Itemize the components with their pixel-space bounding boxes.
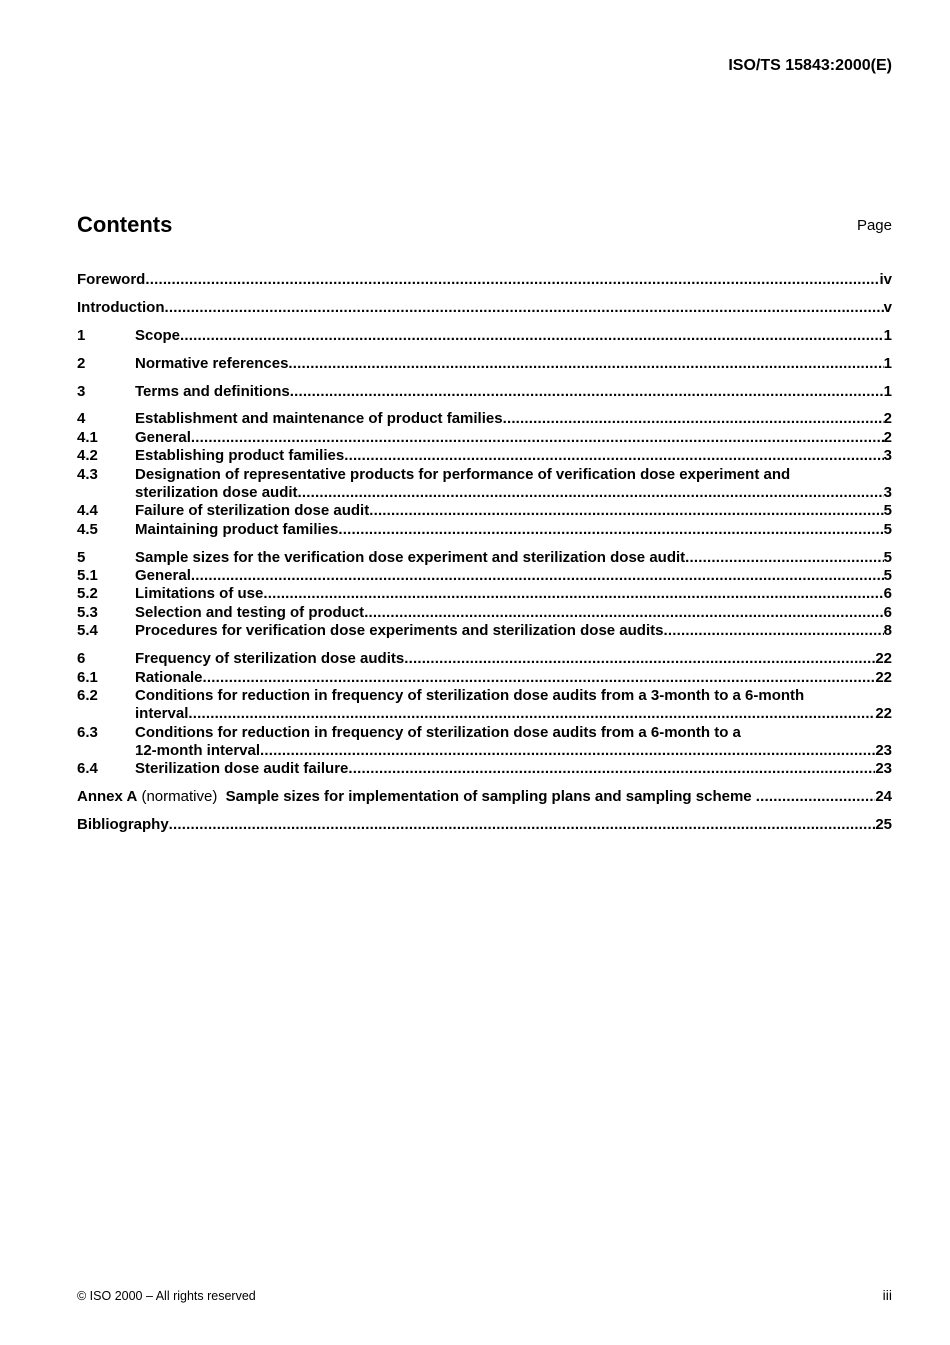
toc-entry[interactable] <box>77 622 892 640</box>
toc-dot-leader <box>404 650 875 668</box>
toc-entry-title: Sample sizes for the verification dose experiment and sterilization dose audit <box>135 548 686 566</box>
toc-entry[interactable] <box>77 604 892 622</box>
toc-entry-number: 6.4 <box>77 760 98 778</box>
toc-dot-leader <box>348 760 875 778</box>
toc-entry-line <box>77 567 892 585</box>
toc-dot-leader <box>290 383 884 401</box>
toc-entry-title: Designation of representative products for performance of verification dose experiment and <box>135 465 791 483</box>
toc-entry-line <box>77 604 892 622</box>
toc-dot-leader <box>663 622 883 640</box>
toc-entry[interactable] <box>77 410 892 428</box>
toc-entry[interactable] <box>77 724 892 761</box>
toc-entry-line <box>77 724 892 742</box>
toc-page-number: 23 <box>875 760 892 778</box>
toc-dot-leader <box>203 669 876 687</box>
toc-entry-title: Introduction <box>77 298 165 316</box>
toc-dot-leader <box>260 742 875 760</box>
annex-type: (normative) <box>137 788 218 806</box>
toc-dot-leader <box>364 604 883 622</box>
toc-entry[interactable] <box>77 669 892 687</box>
toc-entry-line <box>77 271 892 289</box>
toc-entry-line <box>77 355 892 373</box>
toc-entry-title: Terms and definitions <box>135 382 290 400</box>
toc-dot-leader <box>344 447 883 465</box>
toc-entry-line <box>77 816 892 834</box>
toc-entry[interactable] <box>77 466 892 503</box>
toc-page-number: 22 <box>875 650 892 668</box>
toc-entry-number: 4.4 <box>77 502 98 520</box>
contents-heading-row <box>77 210 892 238</box>
toc-entry-title: General <box>135 428 191 446</box>
toc-dot-leader <box>503 410 884 428</box>
toc-entry-number: 6.2 <box>77 686 98 704</box>
toc-dot-leader <box>164 299 883 317</box>
toc-entry-line <box>77 484 892 502</box>
toc-page-number: 3 <box>883 447 892 465</box>
toc-entry[interactable] <box>77 355 892 373</box>
toc-entry[interactable] <box>77 521 892 539</box>
toc-entry-line <box>77 742 892 760</box>
toc-entry-title: Maintaining product families <box>135 520 339 538</box>
toc-entry-line <box>77 705 892 723</box>
toc-page-number: 5 <box>883 567 892 585</box>
toc-entry-number: 6.1 <box>77 668 98 686</box>
toc-entry-title: Sterilization dose audit failure <box>135 760 349 778</box>
toc-entry[interactable] <box>77 567 892 585</box>
toc-entry-title: Establishing product families <box>135 447 345 465</box>
toc-entry-line <box>77 429 892 447</box>
copyright-notice: © ISO 2000 – All rights reserved <box>77 1289 256 1303</box>
toc-entry[interactable] <box>77 299 892 317</box>
toc-entry-title: Normative references <box>135 354 289 372</box>
toc-entry-number: 1 <box>77 326 86 344</box>
toc-entry-line <box>77 521 892 539</box>
toc-entry-title: Establishment and maintenance of product families <box>135 410 503 428</box>
toc-dot-leader <box>180 327 884 345</box>
page-title: Contents <box>77 212 173 237</box>
toc-dot-leader <box>298 484 884 502</box>
toc-page-number: 2 <box>883 428 892 446</box>
toc-spacer <box>77 345 892 355</box>
toc-entry-title: Conditions for reduction in frequency of sterilization dose audits from a 6-month to a <box>135 723 741 741</box>
page-column-label: Page <box>856 217 892 234</box>
toc-page-number: 8 <box>883 622 892 640</box>
toc-spacer <box>77 289 892 299</box>
toc-dot-leader <box>169 816 876 834</box>
document-id: ISO/TS 15843:2000(E) <box>728 57 892 74</box>
toc-dot-leader <box>685 549 884 567</box>
toc-spacer <box>77 401 892 411</box>
toc-entry-line <box>77 687 892 705</box>
toc-page-number: 23 <box>875 742 892 760</box>
toc-page-number: 5 <box>883 548 892 566</box>
toc-entry[interactable] <box>77 760 892 778</box>
toc-page-number: iv <box>879 271 892 288</box>
toc-entry-line <box>77 410 892 428</box>
toc-entry[interactable] <box>77 687 892 724</box>
toc-entry-title <box>77 788 756 806</box>
toc-spacer <box>77 807 892 817</box>
toc-entry[interactable] <box>77 549 892 567</box>
toc-dot-leader <box>263 585 883 603</box>
toc-entry[interactable] <box>77 502 892 520</box>
toc-entry-number: 5.2 <box>77 585 98 603</box>
toc-spacer <box>77 373 892 383</box>
toc-entry-title: Procedures for verification dose experiments and sterilization dose audits <box>135 622 664 640</box>
toc-dot-leader <box>188 705 875 723</box>
toc-dot-leader <box>756 788 876 806</box>
annex-label: Annex A <box>77 788 138 806</box>
toc-entry-line <box>77 383 892 401</box>
toc-entry-title: Frequency of sterilization dose audits <box>135 650 405 668</box>
toc-entry-line <box>77 327 892 345</box>
toc-entry-title: Conditions for reduction in frequency of sterilization dose audits from a 3-month to a 6-month <box>135 686 805 704</box>
toc-entry-number: 4.5 <box>77 520 98 538</box>
toc-page-number: 22 <box>875 668 892 686</box>
toc-entry-number: 2 <box>77 354 86 372</box>
table-of-contents <box>77 271 892 835</box>
toc-entry[interactable] <box>77 788 892 806</box>
toc-entry[interactable] <box>77 447 892 465</box>
toc-entry[interactable] <box>77 327 892 345</box>
toc-entry-number: 4.2 <box>77 447 98 465</box>
toc-page-number: 1 <box>883 382 892 400</box>
toc-entry[interactable] <box>77 429 892 447</box>
toc-entry-title: sterilization dose audit <box>135 484 298 502</box>
toc-entry[interactable] <box>77 816 892 834</box>
toc-entry-line <box>77 299 892 317</box>
toc-entry-title: Limitations of use <box>135 585 264 603</box>
toc-page-number: 6 <box>883 603 892 621</box>
toc-entry-title: General <box>135 567 191 585</box>
toc-dot-leader <box>338 521 883 539</box>
toc-spacer <box>77 317 892 327</box>
toc-entry-title: Failure of sterilization dose audit <box>135 502 370 520</box>
toc-entry-title: Bibliography <box>77 816 169 834</box>
toc-entry-number: 4 <box>77 410 86 428</box>
toc-page-number: 1 <box>883 326 892 344</box>
toc-page-number: v <box>883 298 892 316</box>
toc-spacer <box>77 641 892 651</box>
toc-spacer <box>77 539 892 549</box>
toc-page-number: 22 <box>875 705 892 723</box>
toc-entry-line <box>77 788 892 806</box>
page-number: iii <box>882 1287 892 1303</box>
toc-entry-title: Foreword <box>77 271 146 288</box>
toc-page-number: 1 <box>883 354 892 372</box>
toc-entry[interactable] <box>77 383 892 401</box>
toc-entry-line <box>77 502 892 520</box>
toc-entry-title: interval <box>135 705 189 723</box>
toc-entry-number: 4.3 <box>77 465 98 483</box>
annex-title: Sample sizes for implementation of sampling plans and sampling scheme <box>217 788 756 806</box>
toc-entry-number: 6.3 <box>77 723 98 741</box>
toc-entry-line <box>77 622 892 640</box>
toc-entry[interactable] <box>77 585 892 603</box>
toc-entry-number: 6 <box>77 650 86 668</box>
toc-dot-leader <box>145 271 879 289</box>
toc-entry-number: 5.3 <box>77 603 98 621</box>
toc-entry-title: Selection and testing of product <box>135 603 365 621</box>
toc-entry-number: 5.1 <box>77 567 98 585</box>
toc-entry-title: 12-month interval <box>135 742 261 760</box>
toc-page-number: 2 <box>883 410 892 428</box>
toc-entry-title: Scope <box>135 326 181 344</box>
toc-entry-line <box>77 585 892 603</box>
toc-entry-line <box>77 466 892 484</box>
toc-dot-leader <box>191 429 884 447</box>
toc-entry-number: 5 <box>77 548 86 566</box>
toc-entry-line <box>77 669 892 687</box>
toc-entry[interactable] <box>77 650 892 668</box>
toc-entry-number: 4.1 <box>77 428 98 446</box>
toc-entry-number: 3 <box>77 382 86 400</box>
toc-dot-leader <box>369 502 883 520</box>
toc-spacer <box>77 779 892 789</box>
toc-page-number: 25 <box>875 816 892 834</box>
toc-page-number: 5 <box>883 520 892 538</box>
toc-page-number: 3 <box>883 484 892 502</box>
toc-dot-leader <box>191 567 884 585</box>
toc-page-number: 5 <box>883 502 892 520</box>
toc-page-number: 24 <box>875 788 892 806</box>
toc-entry-title: Rationale <box>135 668 203 686</box>
toc-entry-number: 5.4 <box>77 622 98 640</box>
toc-entry-line <box>77 549 892 567</box>
toc-page-number: 6 <box>883 585 892 603</box>
toc-entry-line <box>77 447 892 465</box>
toc-entry[interactable] <box>77 271 892 289</box>
toc-entry-line <box>77 760 892 778</box>
toc-dot-leader <box>288 355 883 373</box>
toc-entry-line <box>77 650 892 668</box>
